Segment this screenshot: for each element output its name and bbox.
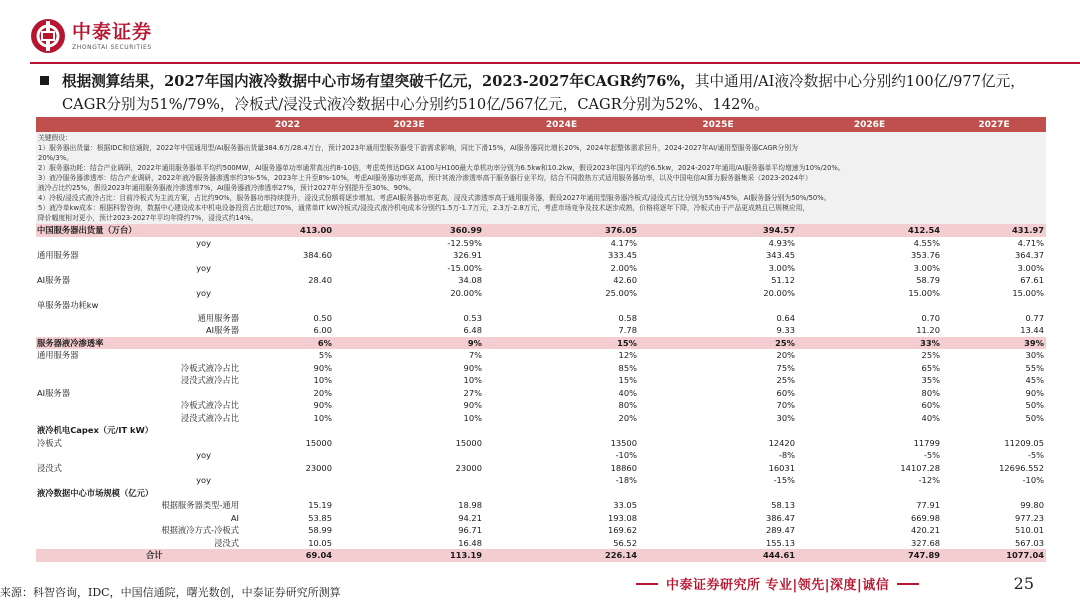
table-cell: 2.00% <box>610 262 637 273</box>
table-row <box>36 362 1046 375</box>
table-cell: 58.79 <box>916 275 940 286</box>
table-cell: 510.01 <box>1014 525 1044 536</box>
logo-cn-text: 中泰证券 <box>72 20 153 43</box>
table-cell: 65% <box>921 362 940 373</box>
table-cell: -5% <box>1027 450 1044 461</box>
logo-icon <box>30 18 66 54</box>
table-cell: 9.33 <box>776 325 795 336</box>
table-cell: 7.78 <box>618 325 637 336</box>
table-cell: 0.53 <box>463 312 482 323</box>
column-header <box>36 117 241 132</box>
assumption-line: 1）服务器出货量：根据IDC和信通院，2022年中国通用型/AI服务器出货量384.6万/28.4万台，预计2023年通用型服务器受下游需求影响，同比下滑15%，AI服务器同比增长20%，2024年起整体需求回升，2024-2027年AI/通用型服务器CAGR分别为 <box>38 144 798 152</box>
table-row <box>36 412 1046 425</box>
row-label: AI服务器 <box>37 275 71 285</box>
table-cell: 20% <box>776 350 795 361</box>
table-cell: 90% <box>313 400 332 411</box>
table-cell: 11209.05 <box>1004 437 1044 448</box>
table-cell: -15% <box>773 475 795 486</box>
table-cell: 96.71 <box>458 525 482 536</box>
table-cell: 28.40 <box>308 275 332 286</box>
table-cell: 226.14 <box>604 550 637 561</box>
table-cell: 360.99 <box>449 225 482 236</box>
row-label: 浸没式液冷占比 <box>180 412 239 423</box>
table-cell: 51.12 <box>771 275 795 286</box>
table-cell: 384.60 <box>302 250 332 261</box>
table-cell: 20.00% <box>763 287 795 298</box>
assumption-line: 液冷占比约25%，假设2023年通用服务器液冷渗透率7%，AI服务器液冷渗透率27%，预计2027年分别提升至30%、90%。 <box>38 184 416 192</box>
table-cell: 4.93% <box>768 237 795 248</box>
table-cell: -10% <box>615 450 637 461</box>
table-cell: 13.44 <box>1020 325 1044 336</box>
table-cell: 10% <box>463 375 482 386</box>
table-cell: 14107.28 <box>900 462 940 473</box>
column-header: 2025E <box>702 119 734 130</box>
row-label: 通用服务器 <box>37 350 79 360</box>
table-cell: 40% <box>921 412 940 423</box>
table-cell: 327.68 <box>910 537 940 548</box>
row-label: 中国服务器出货量（万台） <box>37 225 137 235</box>
table-cell: -10% <box>1022 475 1044 486</box>
table-cell: 23000 <box>305 462 332 473</box>
table-cell: 412.54 <box>907 225 940 236</box>
table-cell: 394.57 <box>762 225 795 236</box>
row-label: yoy <box>196 262 211 273</box>
table-cell: -18% <box>615 475 637 486</box>
table-cell: 6.00 <box>313 325 332 336</box>
table-cell: 12% <box>618 350 637 361</box>
table-row <box>36 437 1046 450</box>
table-cell: 0.64 <box>776 312 795 323</box>
table-row <box>36 424 1046 437</box>
assumption-line: 4）冷板/浸没式液冷占比：目前冷板式为主流方案，占比约90%，服务器功率持续提升，浸没式份额将逐步增加。考虑AI服务器功率更高，浸没式渗透率高于通用服务器，假设2027年通用型服务器冷板式/浸没式占比分别为55%/45%，AI服务器分别为50%/50%。 <box>38 194 831 202</box>
table-cell: 386.47 <box>765 512 795 523</box>
table-cell: 85% <box>618 362 637 373</box>
row-label: AI服务器 <box>37 387 71 398</box>
assumption-line: 2）服务器功耗：结合产业调研，2022年通用服务器单平均约500MW，AI服务器单功率通常高出约8-10倍，考虑英伟达DGX A100与H100最大单机功率分别为6.5kw和10.2kw，假设2023年国内平均约6.5kw，2024-2027年通用/AI服务器单平均增速为10%/20%。 <box>38 164 845 172</box>
row-label: 服务器液冷渗透率 <box>37 337 104 348</box>
table-cell: 30% <box>1025 350 1044 361</box>
table-cell: 289.47 <box>765 525 795 536</box>
assumption-line: 关键假设： <box>38 134 72 142</box>
table-cell: 343.45 <box>765 250 795 261</box>
row-label: yoy <box>196 475 211 485</box>
table-row <box>36 399 1046 412</box>
table-cell: 0.58 <box>618 312 637 323</box>
table-cell: 25.00% <box>605 287 637 298</box>
table-row <box>36 349 1046 362</box>
table-cell: 11799 <box>913 437 940 448</box>
assumption-line: 5）液冷单kw成本：根据科智咨询，数据中心建设成本中机电设备投资占比超过70%，通常单IT kW冷板式/浸没式液冷机电成本分别约1.5万-1.7万元，2.3万-2.8万元，考虑市场竞争及技术逐步成熟，价格将逐年下降，冷板式由于产品更成熟且已规模应用， <box>38 204 810 212</box>
table-cell: 3.00% <box>768 262 795 273</box>
table-cell: 50% <box>1025 400 1044 411</box>
table-cell: -12.59% <box>447 237 482 248</box>
row-label: 单服务器功耗kw <box>37 300 99 310</box>
table-cell: 33% <box>920 337 940 348</box>
table-body <box>36 224 1046 562</box>
row-label: yoy <box>196 287 211 298</box>
header-divider <box>30 62 1080 64</box>
table-cell: 169.62 <box>607 525 637 536</box>
table-row <box>36 474 1046 487</box>
table-cell: -5% <box>923 450 940 461</box>
table-cell: 20.00% <box>450 287 482 298</box>
row-label: yoy <box>196 450 211 460</box>
page-number: 25 <box>1013 574 1034 593</box>
table-cell: 20% <box>313 387 332 398</box>
row-label: 浸没式 <box>214 537 239 548</box>
table-cell: 39% <box>1024 337 1044 348</box>
table-row <box>36 449 1046 462</box>
table-row <box>36 299 1046 312</box>
table-cell: 77.91 <box>916 500 940 511</box>
table-cell: 25% <box>776 375 795 386</box>
table-row <box>36 249 1046 262</box>
table-row <box>36 287 1046 300</box>
table-cell: 10.05 <box>308 537 332 548</box>
row-label: AI <box>230 512 239 523</box>
table-cell: 58.13 <box>771 500 795 511</box>
headline-rest: 其中通用/AI液冷数据中心分别约100亿/977亿元， <box>694 73 1025 90</box>
table-cell: -8% <box>778 450 795 461</box>
row-label: 冷板式液冷占比 <box>180 400 239 410</box>
brand-line-left <box>636 583 658 585</box>
column-header: 2023E <box>393 119 425 130</box>
footer-brand <box>636 574 919 593</box>
table-cell: 9% <box>467 337 482 348</box>
table-cell: 0.50 <box>313 312 332 323</box>
table-cell: 75% <box>776 362 795 373</box>
table-cell: 15.00% <box>1012 287 1044 298</box>
table-cell: 90% <box>313 362 332 373</box>
table-cell: 420.21 <box>910 525 940 536</box>
table-cell: 193.08 <box>607 512 637 523</box>
table-row <box>36 537 1046 550</box>
table-row <box>36 524 1046 537</box>
table-cell: 326.91 <box>452 250 482 261</box>
table-cell: 444.61 <box>762 550 795 561</box>
table-cell: 70% <box>776 400 795 411</box>
table-row <box>36 387 1046 400</box>
table-cell: 13500 <box>610 437 637 448</box>
table-cell: 4.17% <box>610 237 637 248</box>
row-label: 冷板式液冷占比 <box>180 362 239 373</box>
table-row <box>36 274 1046 287</box>
row-label: 冷板式 <box>37 437 62 448</box>
table-cell: 99.80 <box>1020 500 1044 511</box>
table-cell: 16.48 <box>458 537 482 548</box>
row-label: 根据服务器类型-通用 <box>161 500 239 510</box>
bullet-icon <box>40 76 49 85</box>
headline <box>40 70 1070 116</box>
table-cell: 18.98 <box>458 500 482 511</box>
table-cell: 6.48 <box>463 325 482 336</box>
headline-bold: 根据测算结果，2027年国内液冷数据中心市场有望突破千亿元，2023-2027年CAGR约76%， <box>62 73 695 90</box>
row-label: 通用服务器 <box>37 250 79 260</box>
table-cell: 42.60 <box>613 275 637 286</box>
table-cell: 58.99 <box>308 525 332 536</box>
table-cell: 376.05 <box>604 225 637 236</box>
row-label: 根据液冷方式-冷板式 <box>161 525 239 535</box>
table-cell: 15000 <box>455 437 482 448</box>
table-cell: 977.23 <box>1014 512 1044 523</box>
table-cell: 353.76 <box>910 250 940 261</box>
table-cell: 155.13 <box>765 537 795 548</box>
table-cell: 11.20 <box>916 325 940 336</box>
table-cell: 90% <box>1025 387 1044 398</box>
logo-en-text: ZHONGTAI SECURITIES <box>72 43 152 51</box>
table-cell: 25% <box>775 337 795 348</box>
table-cell: 30% <box>776 412 795 423</box>
table-row <box>36 262 1046 275</box>
table-cell: 33.05 <box>613 500 637 511</box>
table-cell: 20% <box>618 412 637 423</box>
table-cell: 15.00% <box>908 287 940 298</box>
table-cell: 0.77 <box>1025 312 1044 323</box>
assumption-notes <box>36 132 1046 224</box>
table-cell: 45% <box>1025 375 1044 386</box>
table-cell: 0.70 <box>921 312 940 323</box>
table-cell: 12420 <box>768 437 795 448</box>
row-label: 合计 <box>146 550 163 560</box>
table-row <box>36 374 1046 387</box>
table-cell: 431.97 <box>1011 225 1044 236</box>
table-cell: 4.55% <box>913 237 940 248</box>
table-cell: 60% <box>921 400 940 411</box>
table-cell: 567.03 <box>1014 537 1044 548</box>
column-header: 2024E <box>545 119 578 130</box>
table-cell: 10% <box>463 412 482 423</box>
table-row <box>36 487 1046 500</box>
table-cell: -15.00% <box>447 262 482 273</box>
table-cell: 15% <box>618 375 637 386</box>
row-label: AI服务器 <box>205 325 239 335</box>
table-cell: 18860 <box>610 462 637 473</box>
table-cell: 69.04 <box>305 550 332 561</box>
table-header <box>36 117 1046 132</box>
table-row <box>36 512 1046 525</box>
table-row <box>36 337 1046 350</box>
table-cell: -12% <box>918 475 940 486</box>
table-cell: 23000 <box>455 462 482 473</box>
table-cell: 35% <box>921 375 940 386</box>
table-cell: 669.98 <box>910 512 940 523</box>
table-cell: 40% <box>618 387 637 398</box>
table-cell: 27% <box>463 387 482 398</box>
table-cell: 4.71% <box>1017 237 1044 248</box>
row-label: 浸没式液冷占比 <box>180 375 239 385</box>
source-note: 来源：科智咨询，IDC，中国信通院，曙光数创，中泰证券研究所测算 <box>0 586 341 599</box>
table-cell: 10% <box>313 375 332 386</box>
table-cell: 80% <box>921 387 940 398</box>
brand-slogan: 中泰证券研究所 专业|领先|深度|诚信 <box>666 578 890 593</box>
table-cell: 80% <box>618 400 637 411</box>
table-row <box>36 499 1046 512</box>
forecast-table <box>36 117 1046 562</box>
table-cell: 90% <box>463 362 482 373</box>
column-header: 2027E <box>978 119 1010 130</box>
column-header: 2022 <box>274 119 301 130</box>
row-label: 浸没式 <box>37 462 62 473</box>
table-cell: 15.19 <box>308 500 332 511</box>
table-cell: 34.08 <box>458 275 482 286</box>
table-cell: 6% <box>317 337 332 348</box>
table-cell: 12696.552 <box>999 462 1044 473</box>
column-header: 2026E <box>853 119 886 130</box>
table-cell: 1077.04 <box>1006 550 1044 561</box>
table-cell: 10% <box>313 412 332 423</box>
table-cell: 15% <box>617 337 637 348</box>
table-cell: 747.89 <box>907 550 940 561</box>
table-cell: 50% <box>1025 412 1044 423</box>
table-cell: 333.45 <box>607 250 637 261</box>
table-row <box>36 324 1046 337</box>
table-cell: 5% <box>318 350 332 361</box>
table-row <box>36 312 1046 325</box>
brand-line-right <box>897 583 919 585</box>
table-cell: 113.19 <box>449 550 482 561</box>
row-label: 通用服务器 <box>197 312 239 323</box>
table-cell: 25% <box>921 350 940 361</box>
table-cell: 90% <box>463 400 482 411</box>
table-cell: 3.00% <box>913 262 940 273</box>
table-cell: 60% <box>776 387 795 398</box>
table-cell: 55% <box>1025 362 1044 373</box>
table-cell: 3.00% <box>1017 262 1044 273</box>
table-cell: 67.61 <box>1020 275 1044 286</box>
company-logo <box>30 18 152 54</box>
table-cell: 56.52 <box>613 537 637 548</box>
headline-line2: CAGR分别为51%/79%，冷板式/浸没式液冷数据中心分别约510亿/567亿元，CAGR分别为52%、142%。 <box>62 96 769 113</box>
row-label: 液冷机电Capex（元/IT kW） <box>37 425 154 435</box>
table-cell: 94.21 <box>458 512 482 523</box>
table-cell: 7% <box>468 350 482 361</box>
table-row <box>36 237 1046 250</box>
table-cell: 16031 <box>768 462 795 473</box>
assumption-line: 20%/3%。 <box>38 154 73 162</box>
table-row <box>36 462 1046 475</box>
table-row <box>36 549 1046 562</box>
row-label: 液冷数据中心市场规模（亿元） <box>37 487 154 498</box>
assumption-line: 降价幅度相对更小，预计2023-2027年平均年降约7%，浸没式约14%。 <box>38 214 258 222</box>
assumption-line: 3）液冷服务器渗透率：结合产业调研，2022年液冷服务器渗透率约3%-5%，2023年上升至8%-10%，考虑AI服务器功率更高，预计其液冷渗透率高于服务器行业平均，结合不同散热方式适用服务器功率，以及中国电信AI算力服务器集采（2023-2024年） <box>38 174 812 182</box>
table-cell: 364.37 <box>1014 250 1044 261</box>
table-cell: 15000 <box>305 437 332 448</box>
table-cell: 53.85 <box>308 512 332 523</box>
table-row <box>36 224 1046 237</box>
row-label: yoy <box>196 237 211 248</box>
table-cell: 413.00 <box>299 225 332 236</box>
